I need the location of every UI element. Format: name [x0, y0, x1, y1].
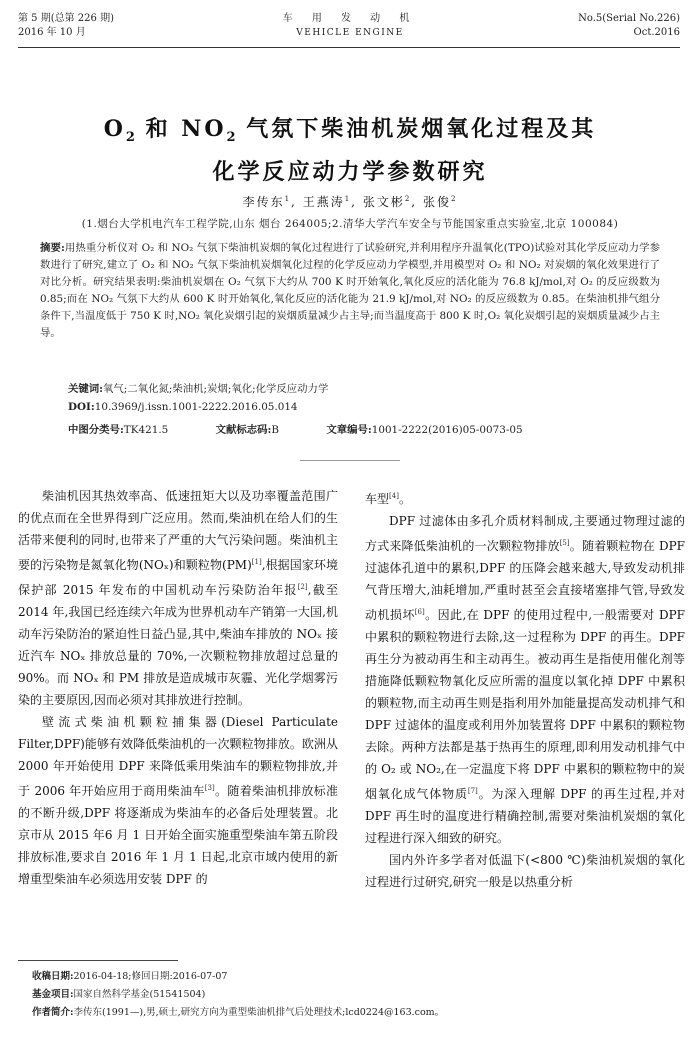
- title-line-1: $O_2$ 和 $NO_2$ 气氛下柴油机炭烟氧化过程及其: [103, 116, 597, 145]
- paper-title: [0, 112, 700, 189]
- body-column-left: [18, 485, 338, 890]
- body-paragraph: 柴油机因其热效率高、低速扭矩大以及功率覆盖范围广的优点而在全世界得到广泛应用。然而,柴油机在给人们的生活带来便利的同时,也带来了严重的大气污染问题。柴油机主要的污染物是氮氧化物(NOₓ)和颗粒物(PM)[1],根据国家环境保护部 2015 年发布的中国机动车污染防治年报[2],截至 2014 年,我国已经连续六年成为世界机动车产销第一大国,机动车污染防治的紧迫性日益凸显,其中,柴油车排放的 NOₓ 接近汽车 NOₓ 排放总量的 70%,一次颗粒物排放超过总量的 90%。而 NOₓ 和 PM 排放是造成城市灰霾、光化学烟雾污染的主要原因,因而必须对其排放进行控制。: [18, 489, 338, 707]
- author-list: 李传东$^1$, 王燕涛$^1$, 张文彬$^2$, 张俊$^2$: [242, 195, 458, 209]
- article-number: 文章编号:1001-2222(2016)05-0073-05: [326, 424, 523, 436]
- author: 李传东: [242, 195, 285, 209]
- citation: [6]: [414, 608, 425, 616]
- abstract: [40, 240, 660, 342]
- classification-codes: [68, 421, 567, 436]
- footnote-fund: 基金项目:国家自然科学基金(51541504): [32, 989, 206, 1000]
- keywords: 关键词:氧气;二氧化氮;柴油机;炭烟;氧化;化学反应动力学: [68, 383, 329, 395]
- document-code: 文献标志码:B: [215, 424, 279, 436]
- abstract-text: 用热重分析仪对 O₂ 和 NO₂ 气氛下柴油机炭烟的氧化过程进行了试验研究,并利用程序升温氧化(TPO)试验对其化学反应动力学参数进行了研究,建立了 O₂ 和 NO₂ 气氛下柴油机炭烟氧化过程的化学反应动力学模型,并用模型对 O₂ 和 NO₂ 对炭烟的氧化效果进行了对比分析。研究结果表明:柴油机炭烟在 O₂ 气氛下大约从 700 K 时开始氧化,氧化反应的活化能为 76.8 kJ/mol,对 O₂ 的反应级数为 0.85;而在 NO₂ 气氛下大约从 600 K 时开始氧化,氧化反应的活化能为 21.9 kJ/mol,对 NO₂ 的反应级数为 0.85。在柴油机排气组分条件下,当温度低于 750 K 时,NO₂ 氧化炭烟引起的炭烟质量减少占主导;而当温度高于 800 K 时,O₂ 氧化炭烟引起的炭烟质量减少占主导。: [40, 242, 660, 339]
- citation: [5]: [559, 539, 570, 547]
- journal-name-en: VEHICLE ENGINE: [296, 28, 404, 38]
- citation: [1]: [251, 558, 262, 566]
- author: 张文彬: [362, 195, 405, 209]
- issue-date: 2016 年 10 月: [18, 27, 86, 38]
- author: 张俊: [422, 195, 451, 209]
- body-column-right: [365, 485, 685, 893]
- journal-name-cn: 车 用 发 动 机: [282, 13, 418, 24]
- issue-number: 第 5 期(总第 226 期): [18, 13, 114, 24]
- citation: [7]: [467, 787, 478, 795]
- body-paragraph: 壁流式柴油机颗粒捕集器(Diesel Particulate Filter,DPF)能够有效降低柴油机的一次颗粒物排放。欧洲从 2000 年开始使用 DPF 来降低乘用柴油车的颗粒物排放,并于 2006 年开始应用于商用柴油车[3]。随着柴油机排放标准的不断升级,DPF 将逐渐成为柴油车的必备后处理装置。北京市从 2015 年6 月 1 日开始全面实施重型柴油车第五阶段排放标准,要求自 2016 年 1 月 1 日起,北京市域内使用的新增重型柴油车必须选用安装 DPF 的: [18, 715, 338, 886]
- affiliations: (1.烟台大学机电汽车工程学院,山东 烟台 264005;2.清华大学汽车安全与节能国家重点实验室,北京 100084): [81, 218, 619, 230]
- author: 王燕涛: [302, 195, 345, 209]
- abstract-label: 摘要:: [40, 242, 65, 254]
- footnote-author: 作者简介:李传东(1991—),男,硕士,研究方向为重型柴油机排气后处理技术;lcd0224@163.com。: [32, 1007, 445, 1018]
- body-paragraph: 国内外许多学者对低温下(<800 ℃)柴油机炭烟的氧化过程进行过研究,研究一般是以热重分析: [365, 853, 685, 889]
- doi: DOI:10.3969/j.issn.1001-2222.2016.05.014: [68, 401, 298, 413]
- title-line-2: 化学反应动力学参数研究: [212, 159, 488, 185]
- issue-date-en: Oct.2016: [633, 27, 680, 38]
- footnote-divider: [18, 960, 178, 961]
- header-divider: [18, 47, 680, 48]
- body-paragraph: DPF 过滤体由多孔介质材料制成,主要通过物理过滤的方式来降低柴油机的一次颗粒物排放[5]。随着颗粒物在 DPF 过滤体孔道中的累积,DPF 的压降会越来越大,导致发动机排气背压增大,油耗增加,严重时甚至会直接堵塞排气管,导致发动机损坏[6]。因此,在 DPF 的使用过程中,一般需要对 DPF 中累积的颗粒物进行去除,这一过程称为 DPF 的再生。DPF 再生分为被动再生和主动再生。被动再生是指使用催化剂等措施降低颗粒物氧化反应所需的温度以氧化掉 DPF 中累积的颗粒物,而主动再生则是指利用外加能量提高发动机排气和 DPF 过滤体的温度或利用外加装置将 DPF 中累积的颗粒物去除。两种方法都是基于热再生的原理,即利用发动机排气中的 O₂ 或 NO₂,在一定温度下将 DPF 中累积的颗粒物中的炭烟氧化成气体物质[7]。为深入理解 DPF 的再生过程,并对 DPF 再生时的温度进行精确控制,需要对柴油机炭烟的氧化过程进行深入细致的研究。: [365, 514, 685, 845]
- issue-number-en: No.5(Serial No.226): [578, 13, 680, 24]
- footnote-dates: 收稿日期:2016-04-18;修回日期:2016-07-07: [32, 971, 228, 982]
- citation: [3]: [204, 784, 215, 792]
- citation: [2]: [297, 583, 308, 591]
- section-divider: [300, 460, 400, 461]
- running-header-right: [578, 12, 680, 40]
- body-paragraph: 车型[4]。: [365, 492, 411, 506]
- citation: [4]: [389, 492, 399, 500]
- clc-code: 中图分类号:TK421.5: [68, 424, 169, 436]
